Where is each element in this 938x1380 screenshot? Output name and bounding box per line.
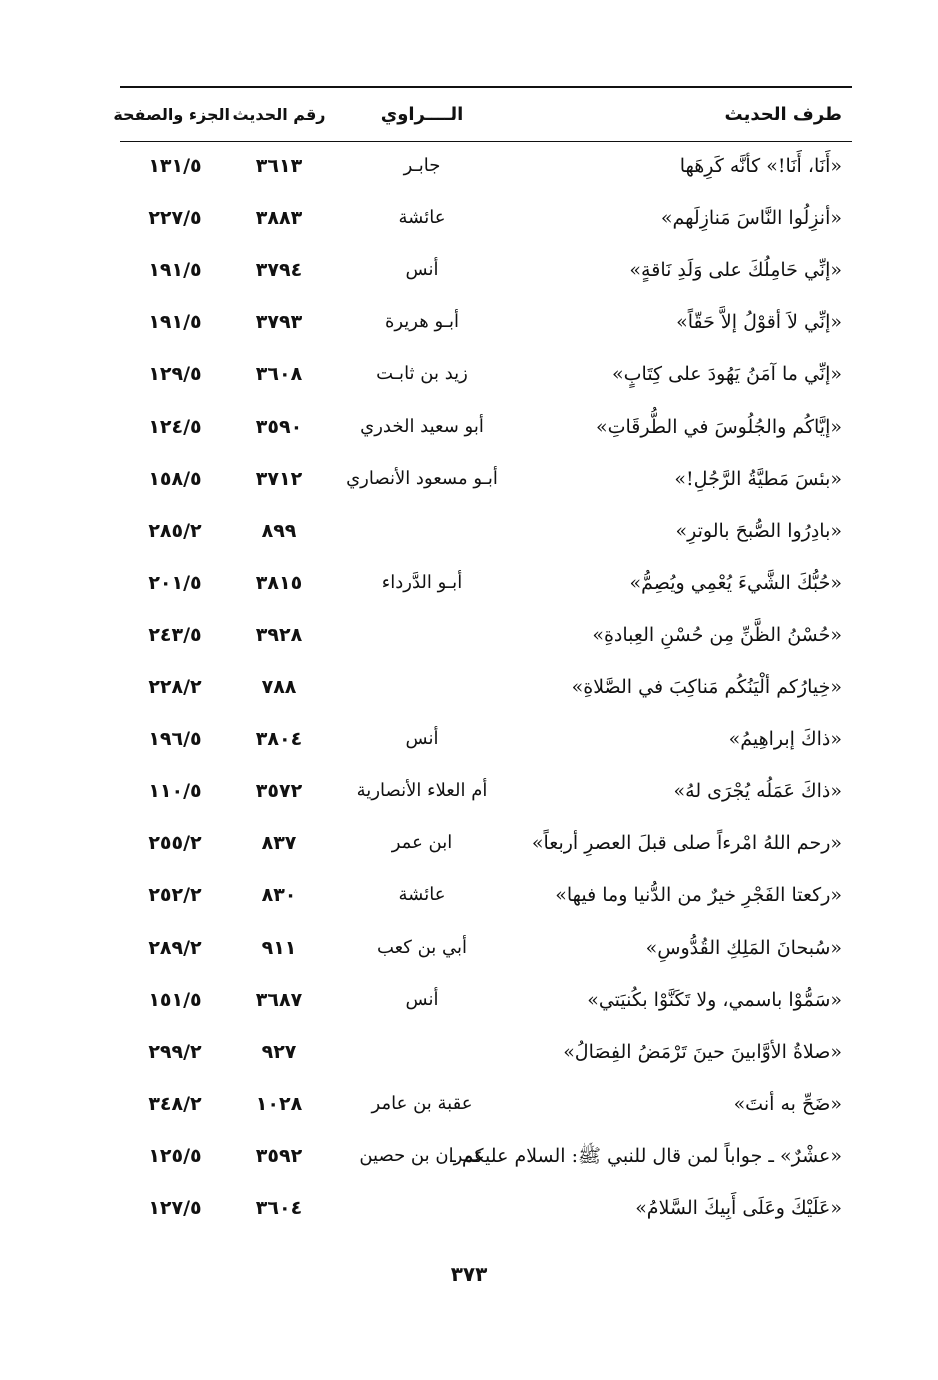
hadith-number: ٣٧١٢ bbox=[255, 467, 303, 490]
table-row bbox=[120, 875, 852, 915]
hadith-number: ٨٣٧ bbox=[261, 832, 297, 855]
hadith-number: ٣٦٠٤ bbox=[255, 1197, 303, 1219]
hadith-number: ٩١١ bbox=[261, 936, 297, 959]
hadith-number: ٨٩٩ bbox=[261, 519, 297, 542]
volume-page: ٢٩٩/٢ bbox=[148, 1040, 202, 1063]
hadith-text: «ركعتا الفَجْرِ خيرٌ من الدُّنيا وما فيها» bbox=[555, 884, 842, 907]
hadith-text: «إنِّي لاَ أقوْلُ إلاَّ حَقّاً» bbox=[676, 311, 842, 334]
hadith-text: «إيَّاكُم والجُلُوسَ في الطُّرقَاتِ» bbox=[595, 415, 842, 438]
table-row bbox=[120, 719, 852, 759]
rawi-name: أم العلاء الأنصارية bbox=[356, 780, 488, 802]
table-row bbox=[120, 980, 852, 1020]
volume-page: ٣٤٨/٢ bbox=[148, 1092, 202, 1115]
hadith-number: ٣٦١٣ bbox=[255, 155, 303, 177]
table-row bbox=[120, 511, 852, 551]
table-row bbox=[120, 1136, 852, 1176]
volume-page: ٢٥٥/٢ bbox=[148, 832, 202, 855]
rawi-name bbox=[342, 615, 502, 655]
table-row bbox=[120, 354, 852, 394]
header-page: الجزء والصفحة bbox=[113, 105, 230, 124]
hadith-number: ٣٨١٥ bbox=[255, 571, 303, 594]
volume-page: ١٩١/٥ bbox=[148, 259, 202, 282]
rawi-name bbox=[342, 1032, 502, 1072]
hadith-number: ٣٦٨٧ bbox=[255, 988, 303, 1011]
rawi-name: أبي بن كعب bbox=[376, 936, 468, 958]
hadith-text: «صلاةُ الأوَّابينَ حينَ تَرْمَضُ الفِصَالُ» bbox=[563, 1040, 842, 1063]
volume-page: ١٥٨/٥ bbox=[148, 467, 202, 490]
rawi-name bbox=[342, 667, 502, 707]
volume-page: ٢٢٨/٢ bbox=[148, 676, 202, 698]
volume-page: ١١٠/٥ bbox=[148, 780, 202, 803]
hadith-text: «عَلَيْكَ وعَلَى أَبِيكَ السَّلامُ» bbox=[635, 1197, 842, 1219]
volume-page: ١٥١/٥ bbox=[148, 988, 202, 1011]
hadith-text: «إنِّي حَامِلُكَ على وَلَدِ نَاقةٍ» bbox=[629, 259, 842, 282]
volume-page: ٢٠١/٥ bbox=[148, 571, 202, 594]
table-row bbox=[120, 198, 852, 238]
rawi-name bbox=[342, 511, 502, 551]
rawi-name: عائشة bbox=[398, 884, 446, 906]
hadith-number: ١٠٢٨ bbox=[255, 1092, 303, 1115]
table-row bbox=[120, 459, 852, 499]
rawi-name bbox=[342, 1188, 502, 1228]
hadith-text: «أنزِلُوا النَّاسَ مَنازِلَهم» bbox=[660, 207, 842, 230]
volume-page: ٢٨٩/٢ bbox=[148, 936, 202, 959]
rawi-name: أبـو مسعود الأنصاري bbox=[346, 467, 498, 489]
hadith-number: ٣٥٩٠ bbox=[255, 415, 303, 438]
hadith-number: ٣٦٠٨ bbox=[255, 363, 303, 386]
rawi-name: زيد بن ثابـت bbox=[376, 363, 468, 385]
volume-page: ٢٥٢/٢ bbox=[148, 884, 202, 907]
volume-page: ١٢٤/٥ bbox=[148, 415, 202, 438]
volume-page: ١٣١/٥ bbox=[148, 155, 202, 177]
volume-page: ١٢٩/٥ bbox=[148, 363, 202, 386]
rawi-name: ابن عمر bbox=[391, 832, 453, 854]
rawi-name: أبو سعيد الخدري bbox=[360, 415, 484, 437]
volume-page: ١٩١/٥ bbox=[148, 311, 202, 334]
hadith-text: «حُبُّكَ الشَّيءَ يُعْمِي ويُصِمُّ» bbox=[629, 571, 842, 594]
rawi-name: عمران بن حصين bbox=[359, 1144, 485, 1166]
hadith-number: ٣٩٢٨ bbox=[255, 623, 303, 646]
hadith-text: «إنِّي ما آمَنُ يَهُودَ على كِتَابٍ» bbox=[612, 363, 842, 386]
volume-page: ٢٢٧/٥ bbox=[148, 207, 202, 230]
table-row bbox=[120, 407, 852, 447]
volume-page: ٢٨٥/٢ bbox=[148, 519, 202, 542]
hadith-text: «بادِرُوا الصُّبحَ بالوترِ» bbox=[675, 519, 842, 542]
table-row bbox=[120, 928, 852, 968]
volume-page: ١٢٧/٥ bbox=[148, 1197, 202, 1219]
hadith-text: «سُبحانَ المَلِكِ القُدُّوسِ» bbox=[645, 936, 842, 959]
table-row bbox=[120, 771, 852, 811]
hadith-number: ٣٧٩٣ bbox=[255, 311, 303, 334]
volume-page: ١٢٥/٥ bbox=[148, 1144, 202, 1167]
hadith-number: ٩٢٧ bbox=[261, 1040, 297, 1063]
table-row bbox=[120, 1032, 852, 1072]
hadith-number: ٧٨٨ bbox=[261, 676, 297, 698]
rawi-name: عقبة بن عامر bbox=[371, 1092, 473, 1114]
table-row bbox=[120, 823, 852, 863]
table-header bbox=[113, 95, 852, 135]
hadith-text: «ذاكَ إبراهِيمُ» bbox=[728, 728, 842, 751]
rawi-name: أنس bbox=[405, 259, 439, 281]
header-rawi: الــــراوي bbox=[380, 104, 464, 125]
header-hadith: طرف الحديث bbox=[724, 104, 842, 125]
header-rule bbox=[120, 141, 852, 142]
table-row bbox=[120, 302, 852, 342]
top-rule bbox=[120, 86, 852, 88]
hadith-text: «خِيارُكم ألْيَنُكُم مَناكِبَ في الصَّلاةِ» bbox=[571, 676, 842, 698]
hadith-text: «ضَحِّ به أنتَ» bbox=[733, 1092, 842, 1115]
table-row bbox=[120, 1084, 852, 1124]
hadith-text: «عشْرٌ» ـ جواباً لمن قال للنبي ﷺ: السلام عليكم ـ bbox=[450, 1144, 842, 1167]
hadith-number: ٣٥٧٢ bbox=[255, 780, 303, 803]
hadith-number: ٣٨٠٤ bbox=[255, 728, 303, 751]
rawi-name: جابـر bbox=[403, 155, 441, 176]
hadith-number: ٣٨٨٣ bbox=[255, 207, 303, 230]
hadith-number: ٣٥٩٢ bbox=[255, 1144, 303, 1167]
hadith-text: «سَمُّوْا باسمي، ولا تَكَنَّوْا بكُنيَتي» bbox=[587, 988, 842, 1011]
hadith-text: «بئسَ مَطيَّةُ الرَّجُلِ!» bbox=[674, 467, 842, 490]
hadith-text: «أَنَا، أَنَا!» كأنَّه كَرِهَها bbox=[679, 155, 842, 177]
volume-page: ٢٤٣/٥ bbox=[148, 623, 202, 646]
volume-page: ١٩٦/٥ bbox=[148, 728, 202, 751]
rawi-name: أنس bbox=[405, 988, 439, 1010]
table-row bbox=[120, 250, 852, 290]
hadith-text: «حُسْنُ الظَّنِّ مِن حُسْنِ العِبادةِ» bbox=[592, 623, 842, 646]
table-row bbox=[120, 1188, 852, 1228]
table-row bbox=[120, 615, 852, 655]
table-row bbox=[120, 563, 852, 603]
hadith-number: ٨٣٠ bbox=[261, 884, 297, 907]
page-number: ٣٧٣ bbox=[450, 1262, 488, 1286]
hadith-number: ٣٧٩٤ bbox=[255, 259, 303, 282]
hadith-text: «رحم اللهُ امْرءاً صلى قبلَ العصرِ أربعاً» bbox=[531, 832, 842, 855]
rawi-name: عائشة bbox=[398, 207, 446, 229]
rawi-name: أنس bbox=[405, 728, 439, 750]
rawi-name: أبـو الدَّرداء bbox=[381, 571, 463, 593]
hadith-text: «ذاكَ عَمَلُه يُجْرَى لهُ» bbox=[673, 780, 842, 803]
rawi-name: أبـو هريرة bbox=[384, 311, 460, 333]
header-num: رقم الحديث bbox=[232, 105, 326, 124]
table-row bbox=[120, 146, 852, 186]
table-row bbox=[120, 667, 852, 707]
